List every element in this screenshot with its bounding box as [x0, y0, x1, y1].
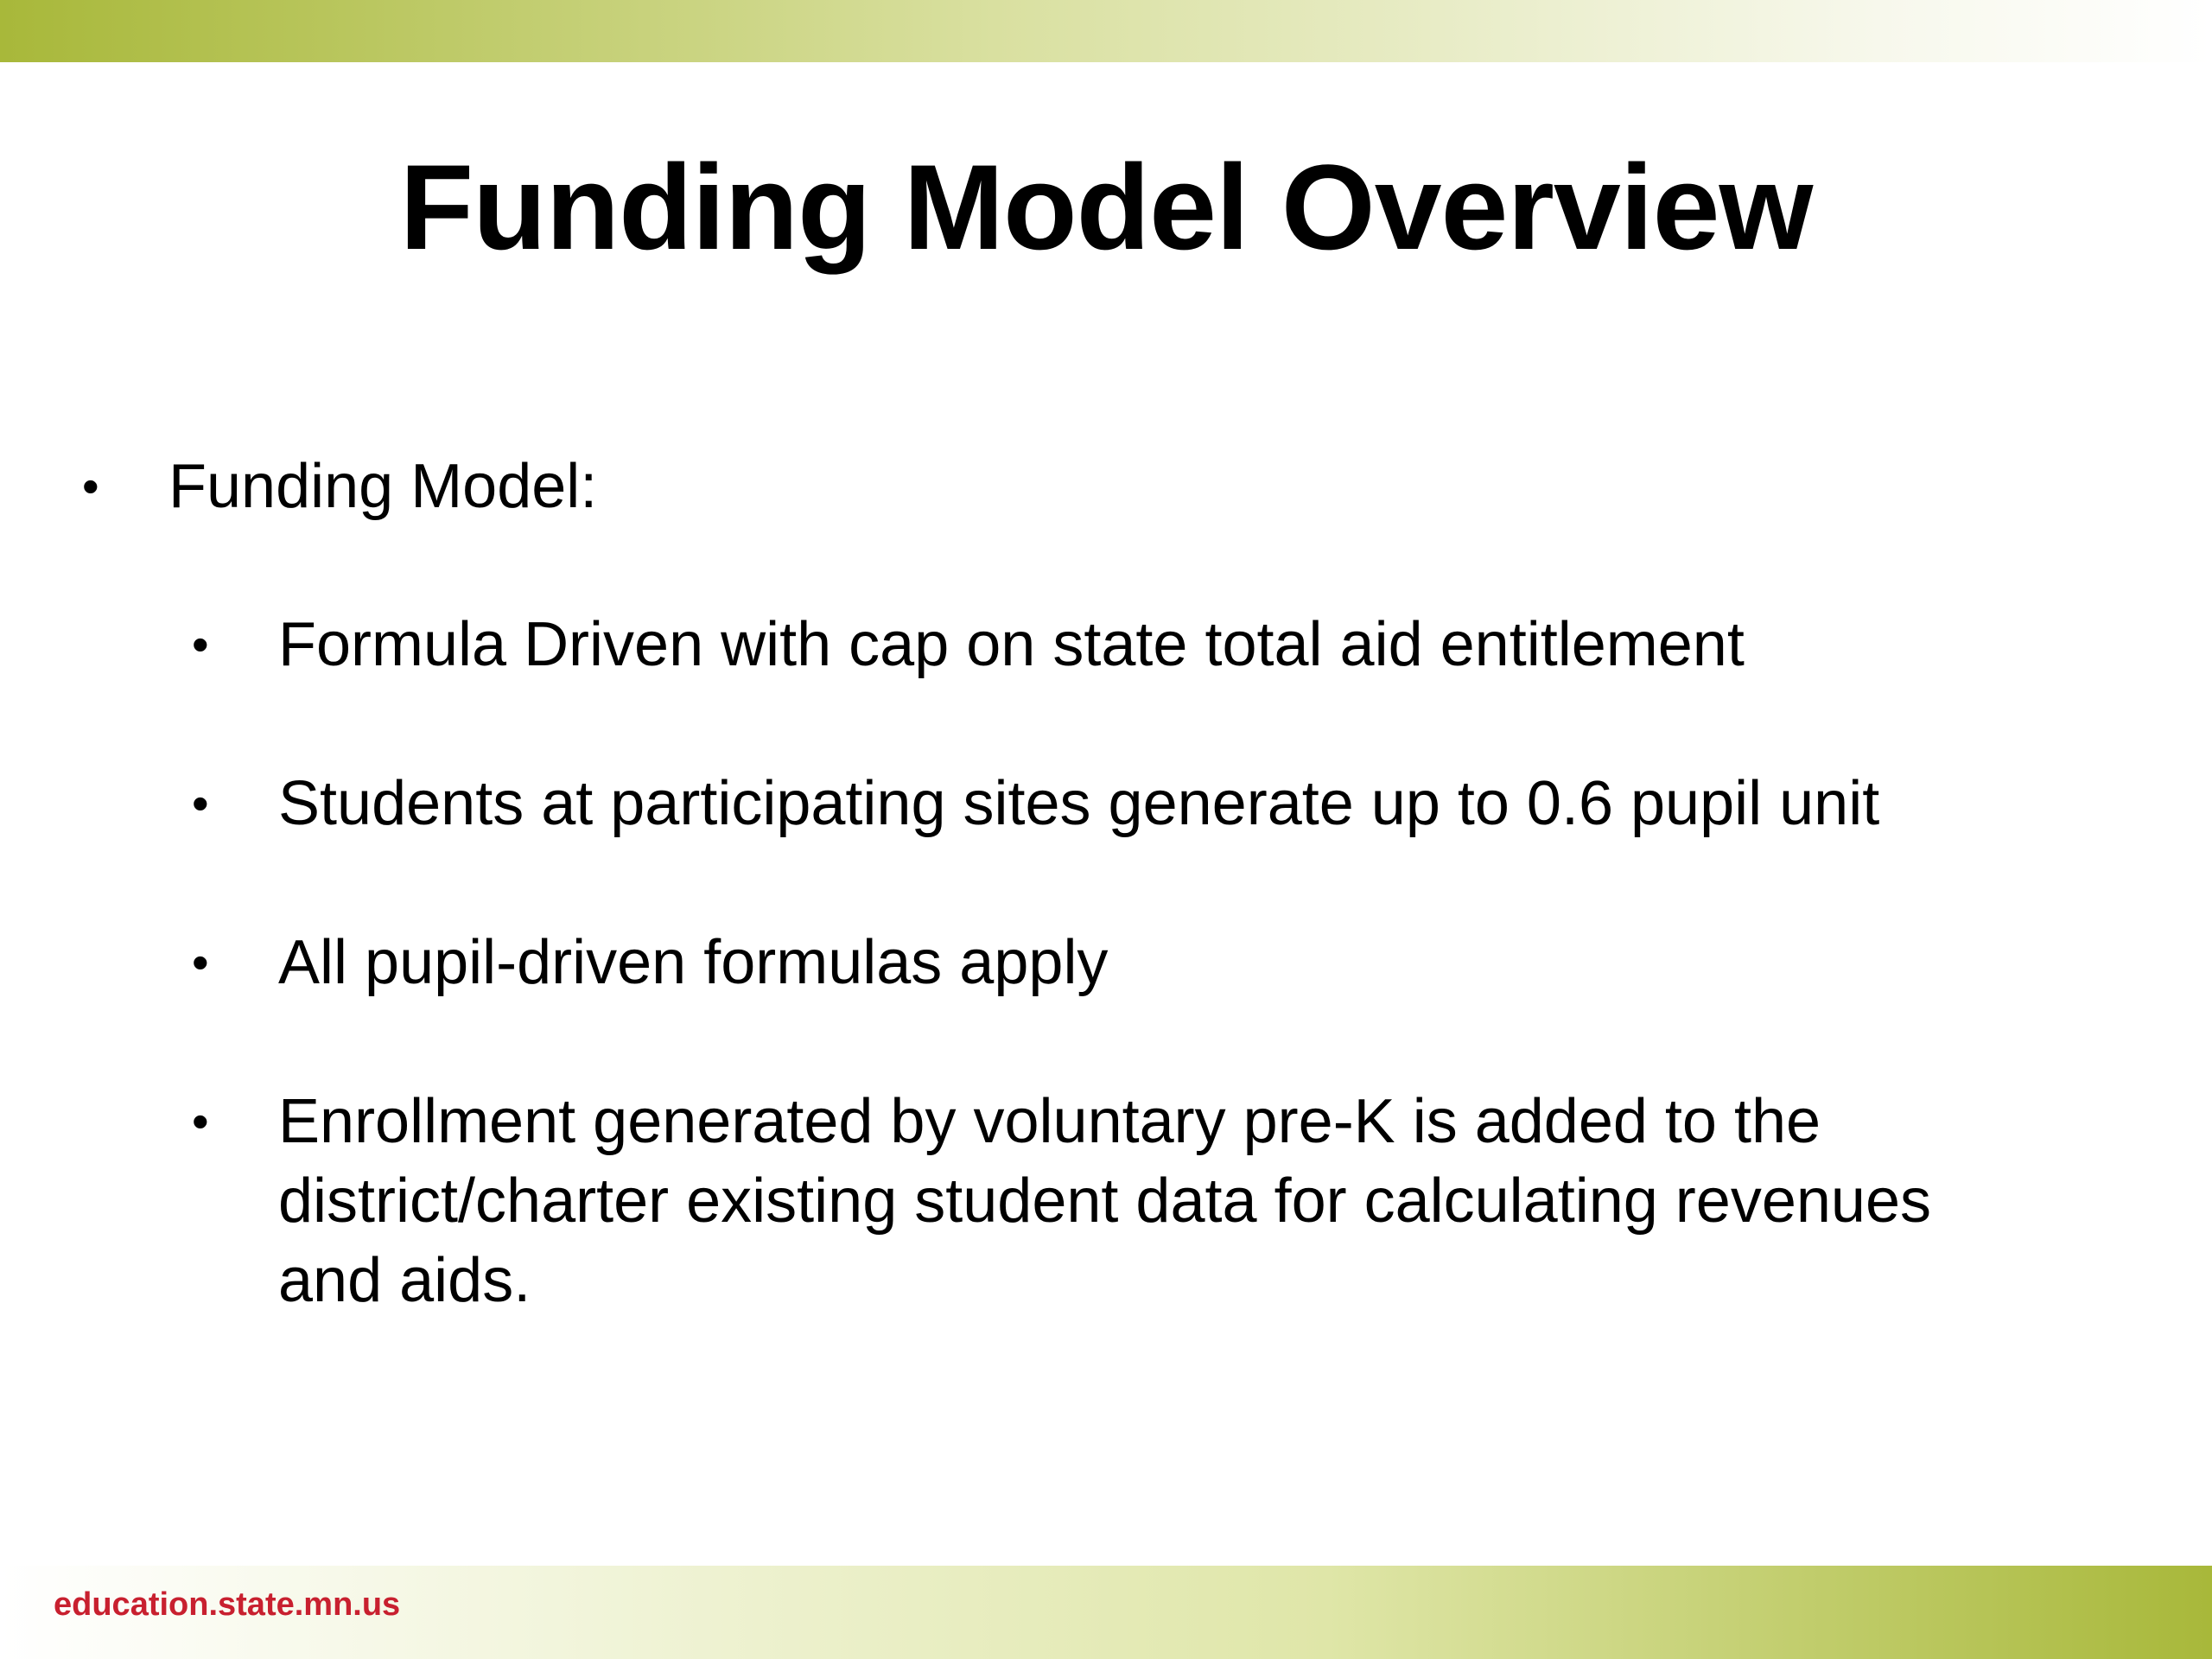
bullet-funding-model: Funding Model: — [168, 452, 598, 521]
top-accent-bar — [0, 0, 2212, 62]
bullet-dot-icon: • — [192, 617, 209, 671]
sub-bullet-formula-driven: Formula Driven with cap on state total aid entitlement — [278, 610, 1745, 679]
slide-title: Funding Model Overview — [399, 139, 1813, 275]
bullet-dot-icon: • — [82, 459, 99, 513]
footer-url: education.state.mn.us — [54, 1586, 401, 1623]
bullet-dot-icon: • — [192, 776, 209, 830]
bullet-dot-icon: • — [192, 935, 209, 989]
bullet-dot-icon: • — [192, 1094, 209, 1148]
sub-bullet-pupil-formulas: All pupil-driven formulas apply — [278, 928, 1109, 997]
sub-bullet-students: Students at participating sites generate up to 0.6 pupil unit — [278, 769, 1880, 838]
sub-bullet-enrollment: Enrollment generated by voluntary pre-K is added to the district/charter existing student data for calculating revenues and aids. — [278, 1087, 1931, 1315]
